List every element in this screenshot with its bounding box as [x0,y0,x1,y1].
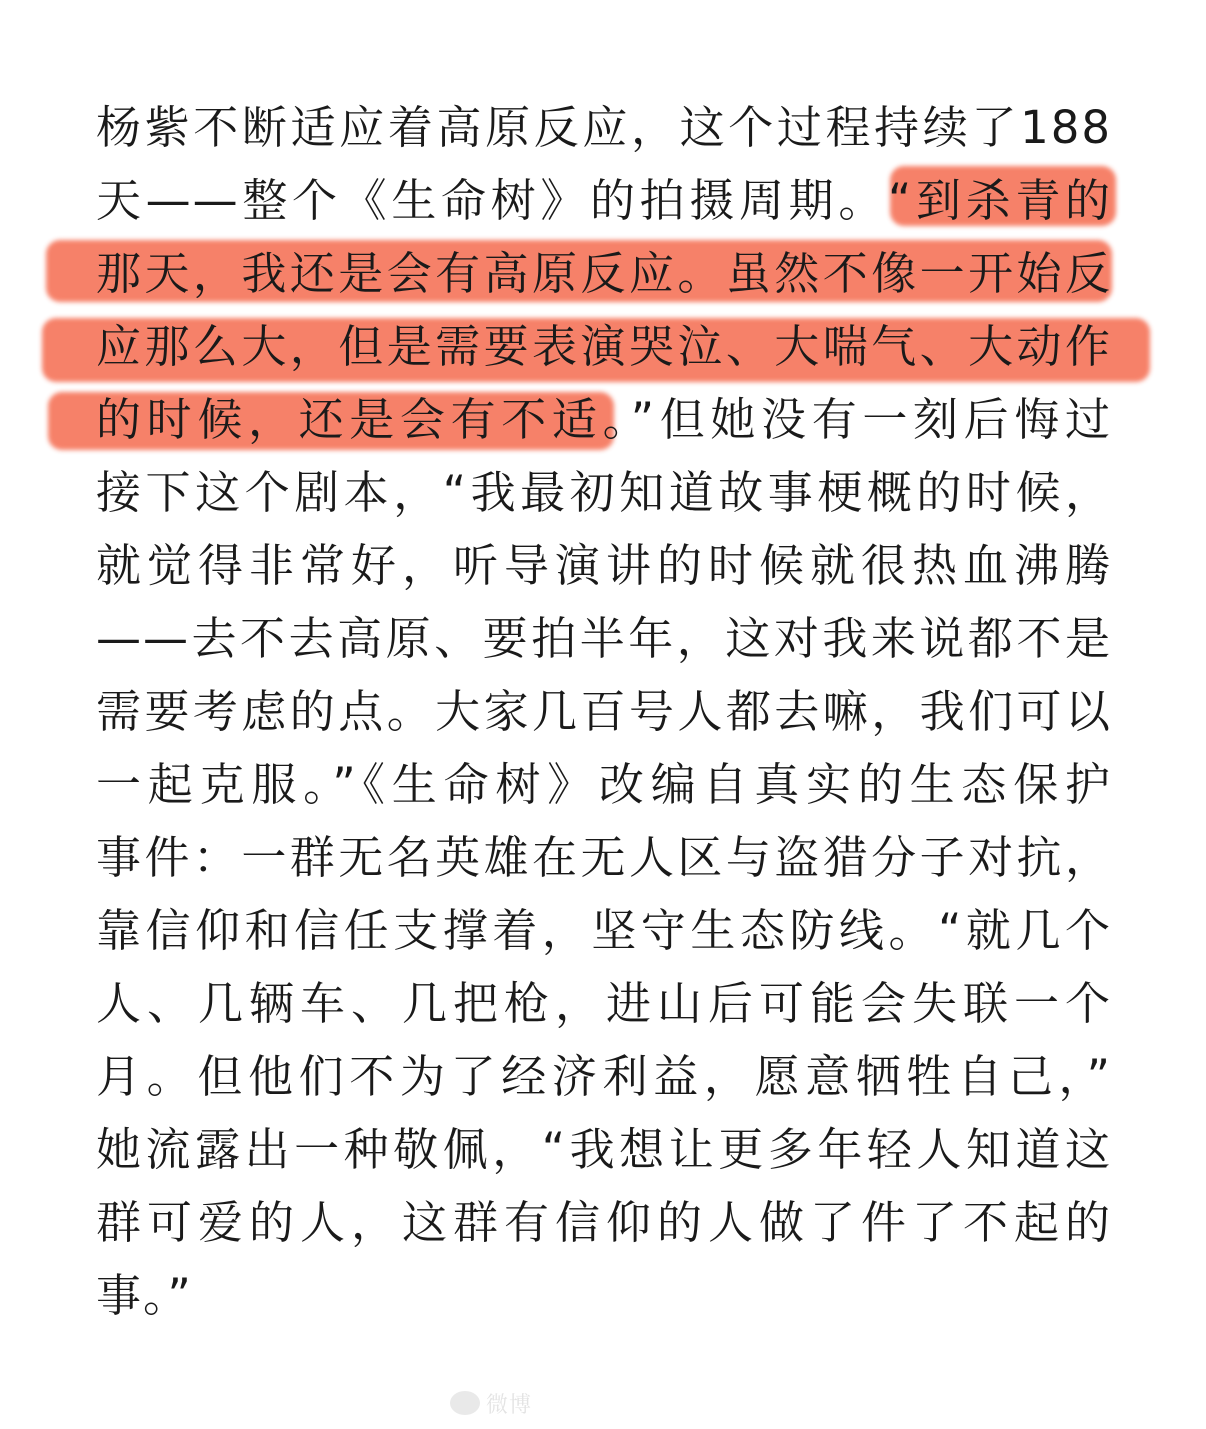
text-line-11: 事件：一群无名英雄在无人区与盗猎分子对抗， [96,831,1112,884]
text-line-10: 一起克服。”《生命树》改编自真实的生态保护 [96,758,1112,811]
text-line-5: 的时候，还是会有不适。”但她没有一刻后悔过 [96,393,1112,446]
text-line-15: 她流露出一种敬佩，“我想让更多年轻人知道这 [96,1123,1112,1176]
text-line-13: 人、几辆车、几把枪，进山后可能会失联一个 [96,977,1112,1030]
text-line-14: 月。但他们不为了经济利益，愿意牺牲自己，” [96,1050,1112,1103]
text-line-3: 那天，我还是会有高原反应。虽然不像一开始反 [96,247,1112,300]
text-line-12: 靠信仰和信任支撑着，坚守生态防线。“就几个 [96,904,1112,957]
text-line-16: 群可爱的人，这群有信仰的人做了件了不起的 [96,1196,1112,1249]
weibo-logo-icon [450,1391,480,1415]
text-line-4: 应那么大，但是需要表演哭泣、大喘气、大动作 [96,320,1112,373]
text-line-17: 事。” [96,1269,193,1322]
text-line-6: 接下这个剧本，“我最初知道故事梗概的时候， [96,466,1112,519]
watermark-text: 微博 [486,1392,533,1418]
watermark [450,1386,750,1420]
text-line-8: ——去不去高原、要拍半年，这对我来说都不是 [96,612,1112,665]
text-line-7: 就觉得非常好，听导演讲的时候就很热血沸腾 [96,539,1112,592]
text-line-9: 需要考虑的点。大家几百号人都去嘛，我们可以 [96,685,1112,738]
text-line-2: 天——整个《生命树》的拍摄周期。“到杀青的 [96,174,1112,227]
text-line-1: 杨紫不断适应着高原反应，这个过程持续了188 [96,101,1112,154]
